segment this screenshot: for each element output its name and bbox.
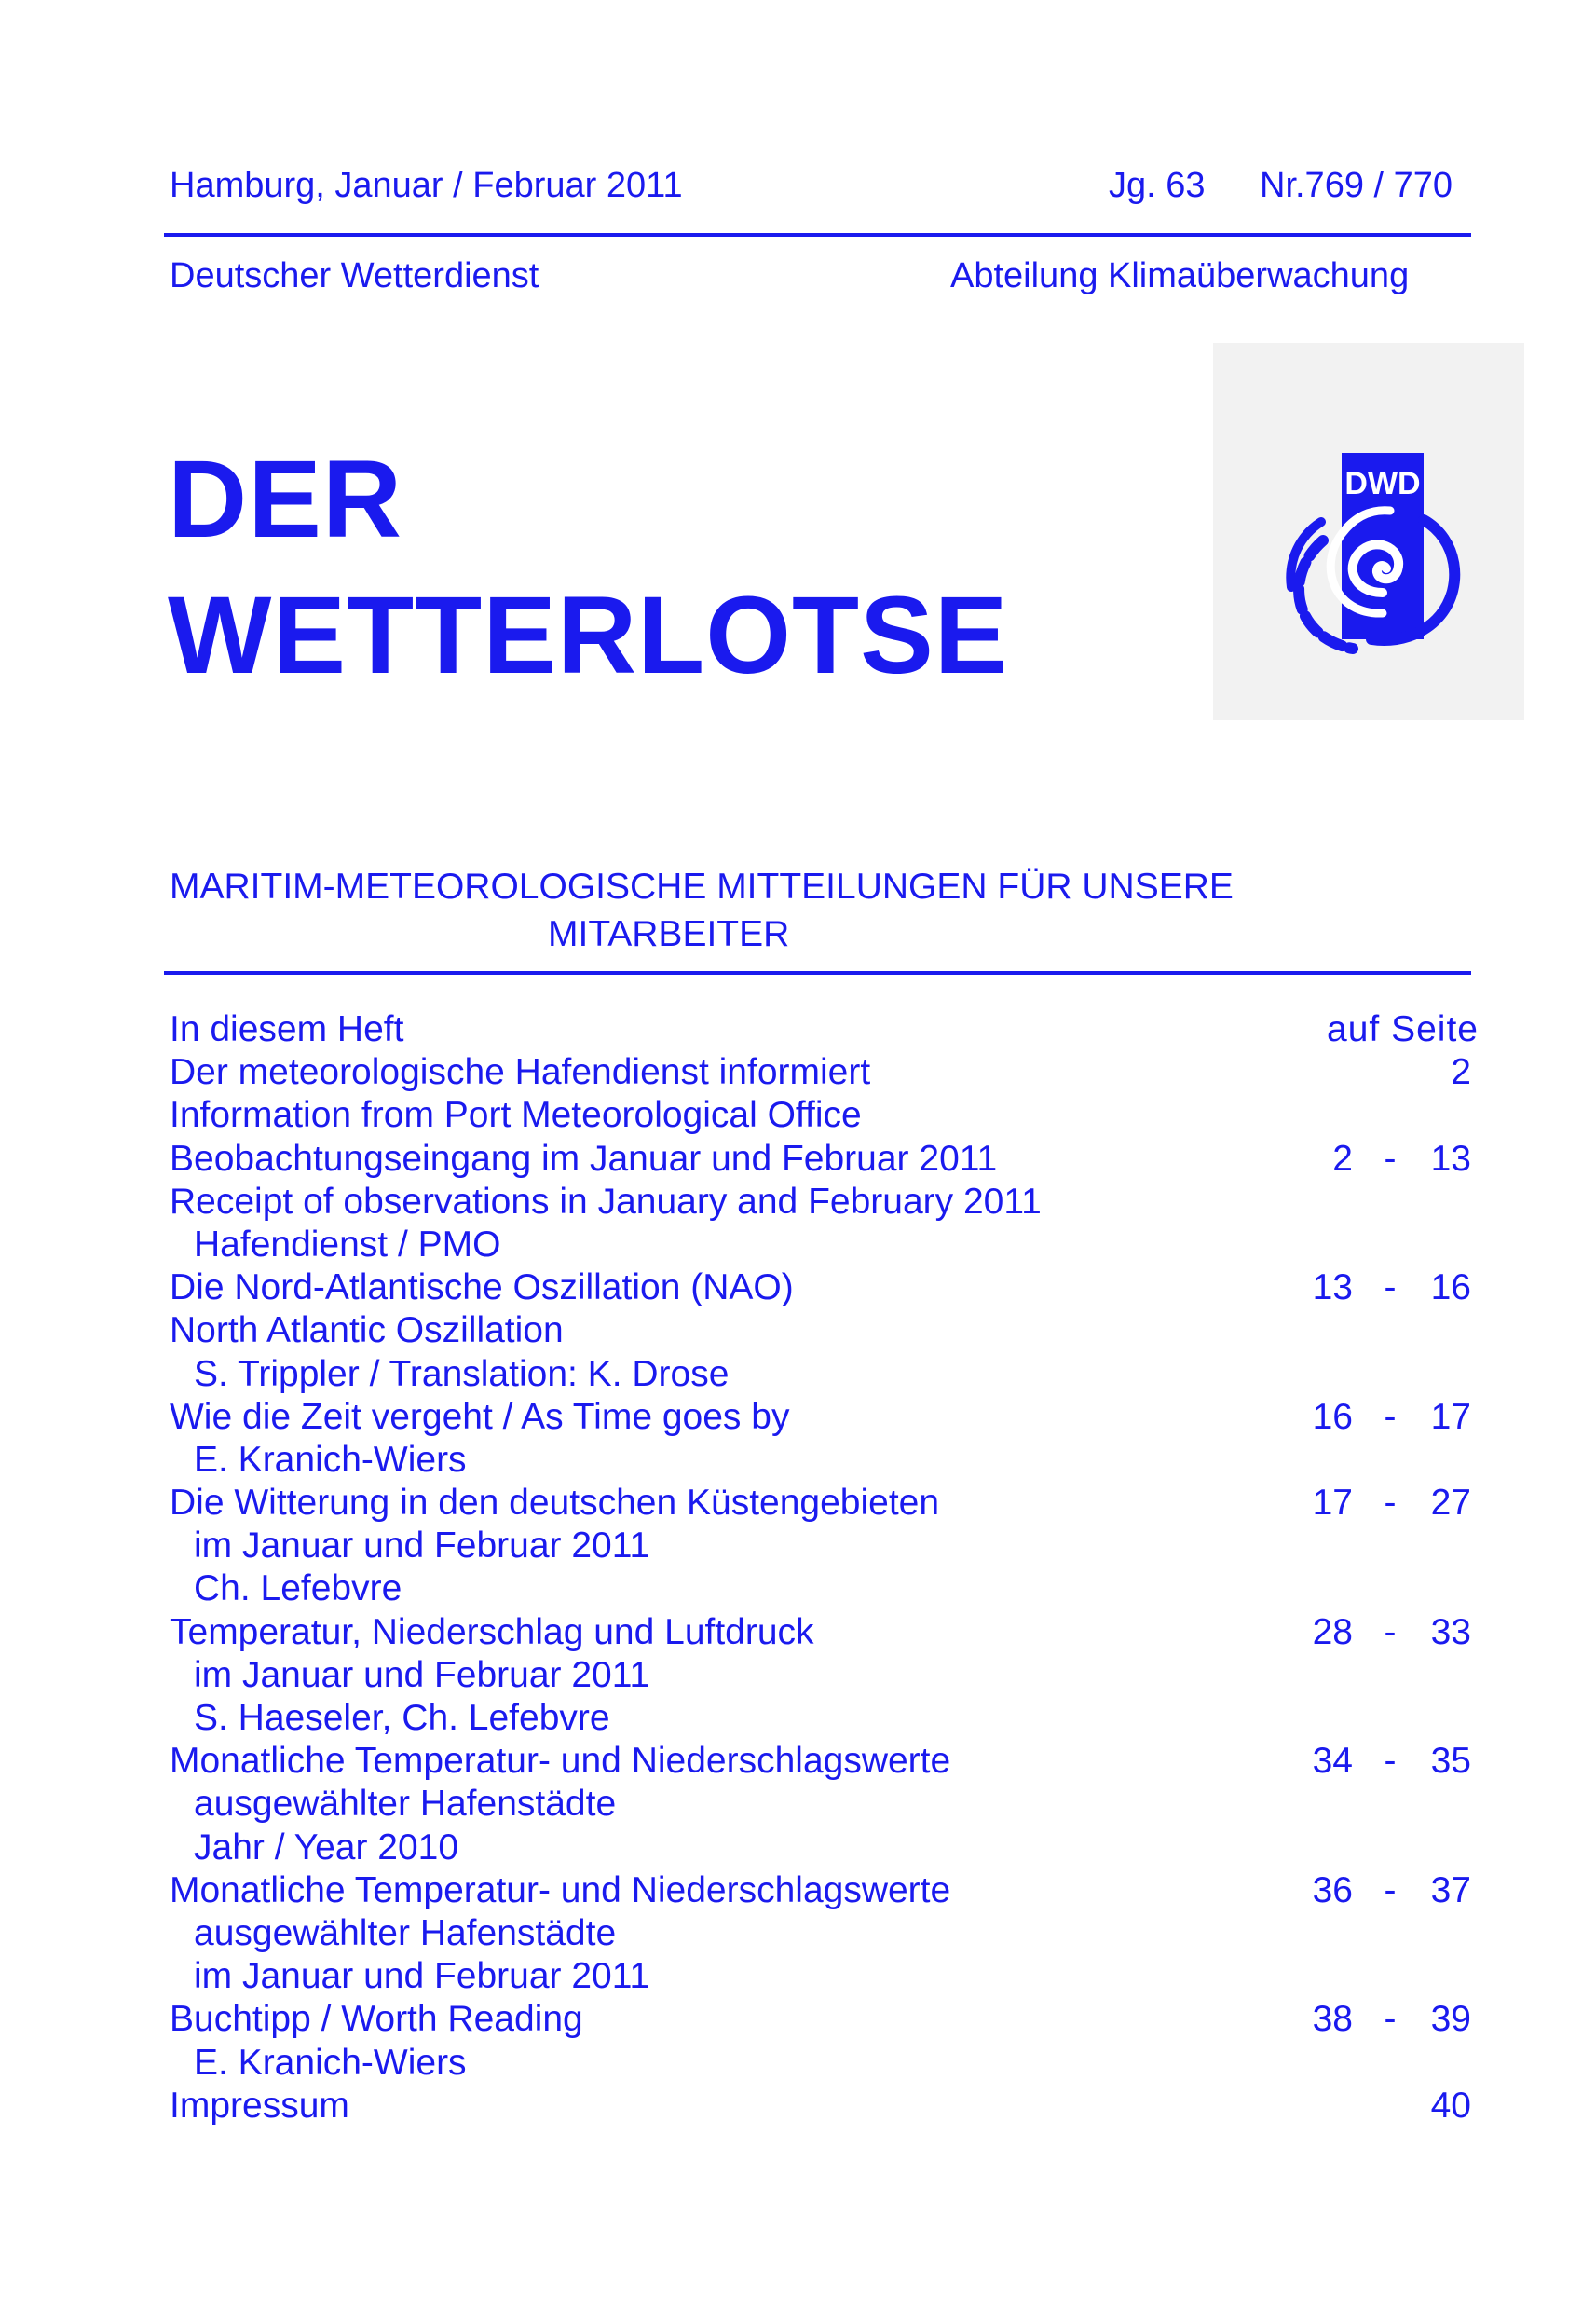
- toc-entry-text: im Januar und Februar 2011: [194, 1525, 650, 1566]
- table-of-contents: [170, 1008, 1479, 2127]
- toc-row: [170, 1051, 1479, 1094]
- toc-page-dash: -: [1384, 1999, 1397, 2040]
- toc-page-to: 37: [1430, 1869, 1471, 1910]
- toc-row: [170, 1439, 1479, 1482]
- toc-row: [170, 1826, 1479, 1869]
- toc-row: [170, 1181, 1479, 1224]
- toc-page-from: 36: [1312, 1869, 1353, 1910]
- toc-page-to: 39: [1430, 1999, 1471, 2040]
- toc-heading-row: [170, 1008, 1479, 1051]
- department: Abteilung Klimaüberwachung: [950, 256, 1410, 295]
- toc-entry-text: Monatliche Temperatur- und Niederschlagswerte: [170, 1869, 951, 1910]
- toc-row: [170, 1697, 1479, 1740]
- toc-row: [170, 1611, 1479, 1654]
- toc-page-to: 17: [1430, 1396, 1471, 1437]
- toc-entry-text: Jahr / Year 2010: [194, 1826, 459, 1867]
- toc-row: [170, 1869, 1479, 1912]
- toc-page-number: 2: [1451, 1052, 1471, 1093]
- toc-page-dash: -: [1384, 1741, 1397, 1782]
- toc-page-dash: -: [1384, 1267, 1397, 1308]
- toc-row: [170, 1654, 1479, 1697]
- toc-row: [170, 1912, 1479, 1955]
- toc-row: [170, 1998, 1479, 2041]
- toc-entry-text: ausgewählter Hafenstädte: [194, 1912, 617, 1953]
- toc-row: [170, 1266, 1479, 1309]
- toc-page-from: 38: [1312, 1999, 1353, 2040]
- toc-page-to: 16: [1430, 1267, 1471, 1308]
- toc-entry-text: E. Kranich-Wiers: [194, 2042, 467, 2083]
- toc-row: [170, 1094, 1479, 1137]
- toc-entry-text: Der meteorologische Hafendienst informiert: [170, 1052, 871, 1093]
- toc-page-number: 40: [1430, 2085, 1471, 2126]
- toc-row: [170, 1567, 1479, 1610]
- toc-entry-text: Buchtipp / Worth Reading: [170, 1999, 583, 2040]
- toc-page-from: 13: [1312, 1267, 1353, 1308]
- toc-row: [170, 2042, 1479, 2085]
- toc-entry-text: Impressum: [170, 2085, 349, 2126]
- subtitle-rule: [164, 971, 1471, 975]
- toc-row: [170, 1138, 1479, 1181]
- toc-page-from: 16: [1312, 1396, 1353, 1437]
- toc-entry-text: S. Trippler / Translation: K. Drose: [194, 1353, 730, 1394]
- toc-page-from: 2: [1332, 1138, 1353, 1179]
- dwd-logo: [1213, 343, 1524, 720]
- toc-entry-text: Ch. Lefebvre: [194, 1568, 402, 1609]
- toc-row: [170, 2085, 1479, 2127]
- toc-row: [170, 1955, 1479, 1998]
- toc-page-to: 35: [1430, 1741, 1471, 1782]
- volume: Jg. 63: [1109, 166, 1206, 205]
- dwd-logo-icon: [1213, 343, 1524, 720]
- toc-entry-text: S. Haeseler, Ch. Lefebvre: [194, 1698, 610, 1738]
- toc-entry-text: Hafendienst / PMO: [194, 1224, 501, 1265]
- issue-number: Nr.769 / 770: [1260, 166, 1453, 205]
- toc-entry-text: im Januar und Februar 2011: [194, 1654, 650, 1695]
- header-rule: [164, 233, 1471, 237]
- toc-entry-text: E. Kranich-Wiers: [194, 1439, 467, 1480]
- toc-row: [170, 1396, 1479, 1439]
- publisher: Deutscher Wetterdienst: [170, 256, 539, 295]
- toc-page-dash: -: [1384, 1138, 1397, 1179]
- toc-page-heading: auf Seite: [1327, 1009, 1479, 1049]
- toc-entry-text: Temperatur, Niederschlag und Luftdruck: [170, 1611, 814, 1652]
- toc-page-dash: -: [1384, 1396, 1397, 1437]
- toc-page-to: 33: [1430, 1611, 1471, 1652]
- title-line-1: DER: [168, 438, 403, 561]
- title-line-2: WETTERLOTSE: [168, 574, 1009, 697]
- toc-entry-text: ausgewählter Hafenstädte: [194, 1784, 617, 1825]
- toc-entry-text: Beobachtungseingang im Januar und Februar 2011: [170, 1138, 998, 1179]
- toc-entry-text: Die Nord-Atlantische Oszillation (NAO): [170, 1267, 794, 1308]
- toc-page-dash: -: [1384, 1611, 1397, 1652]
- toc-page-from: 34: [1312, 1741, 1353, 1782]
- toc-entry-text: Monatliche Temperatur- und Niederschlagswerte: [170, 1741, 951, 1782]
- subtitle-line-2: MITARBEITER: [548, 914, 790, 954]
- toc-entry-text: Information from Port Meteorological Office: [170, 1095, 862, 1136]
- toc-row: [170, 1309, 1479, 1352]
- toc-page-from: 17: [1312, 1483, 1353, 1524]
- place-date: Hamburg, Januar / Februar 2011: [170, 166, 683, 205]
- toc-row: [170, 1783, 1479, 1826]
- toc-heading: In diesem Heft: [170, 1009, 404, 1049]
- toc-entry-text: North Atlantic Oszillation: [170, 1310, 564, 1351]
- toc-row: [170, 1740, 1479, 1783]
- toc-entry-text: Wie die Zeit vergeht / As Time goes by: [170, 1396, 790, 1437]
- toc-entry-text: Receipt of observations in January and February 2011: [170, 1181, 1042, 1222]
- toc-row: [170, 1525, 1479, 1567]
- toc-page-to: 13: [1430, 1138, 1471, 1179]
- toc-row: [170, 1224, 1479, 1266]
- subtitle-line-1: MARITIM-METEOROLOGISCHE MITTEILUNGEN FÜR UNSERE: [170, 867, 1234, 907]
- toc-entry-text: im Januar und Februar 2011: [194, 1956, 650, 1997]
- toc-entry-text: Die Witterung in den deutschen Küstengebieten: [170, 1483, 940, 1524]
- logo-text: DWD: [1344, 466, 1421, 501]
- toc-page-dash: -: [1384, 1483, 1397, 1524]
- toc-row: [170, 1353, 1479, 1396]
- toc-page-dash: -: [1384, 1869, 1397, 1910]
- toc-row: [170, 1482, 1479, 1525]
- toc-page-to: 27: [1430, 1483, 1471, 1524]
- toc-page-from: 28: [1312, 1611, 1353, 1652]
